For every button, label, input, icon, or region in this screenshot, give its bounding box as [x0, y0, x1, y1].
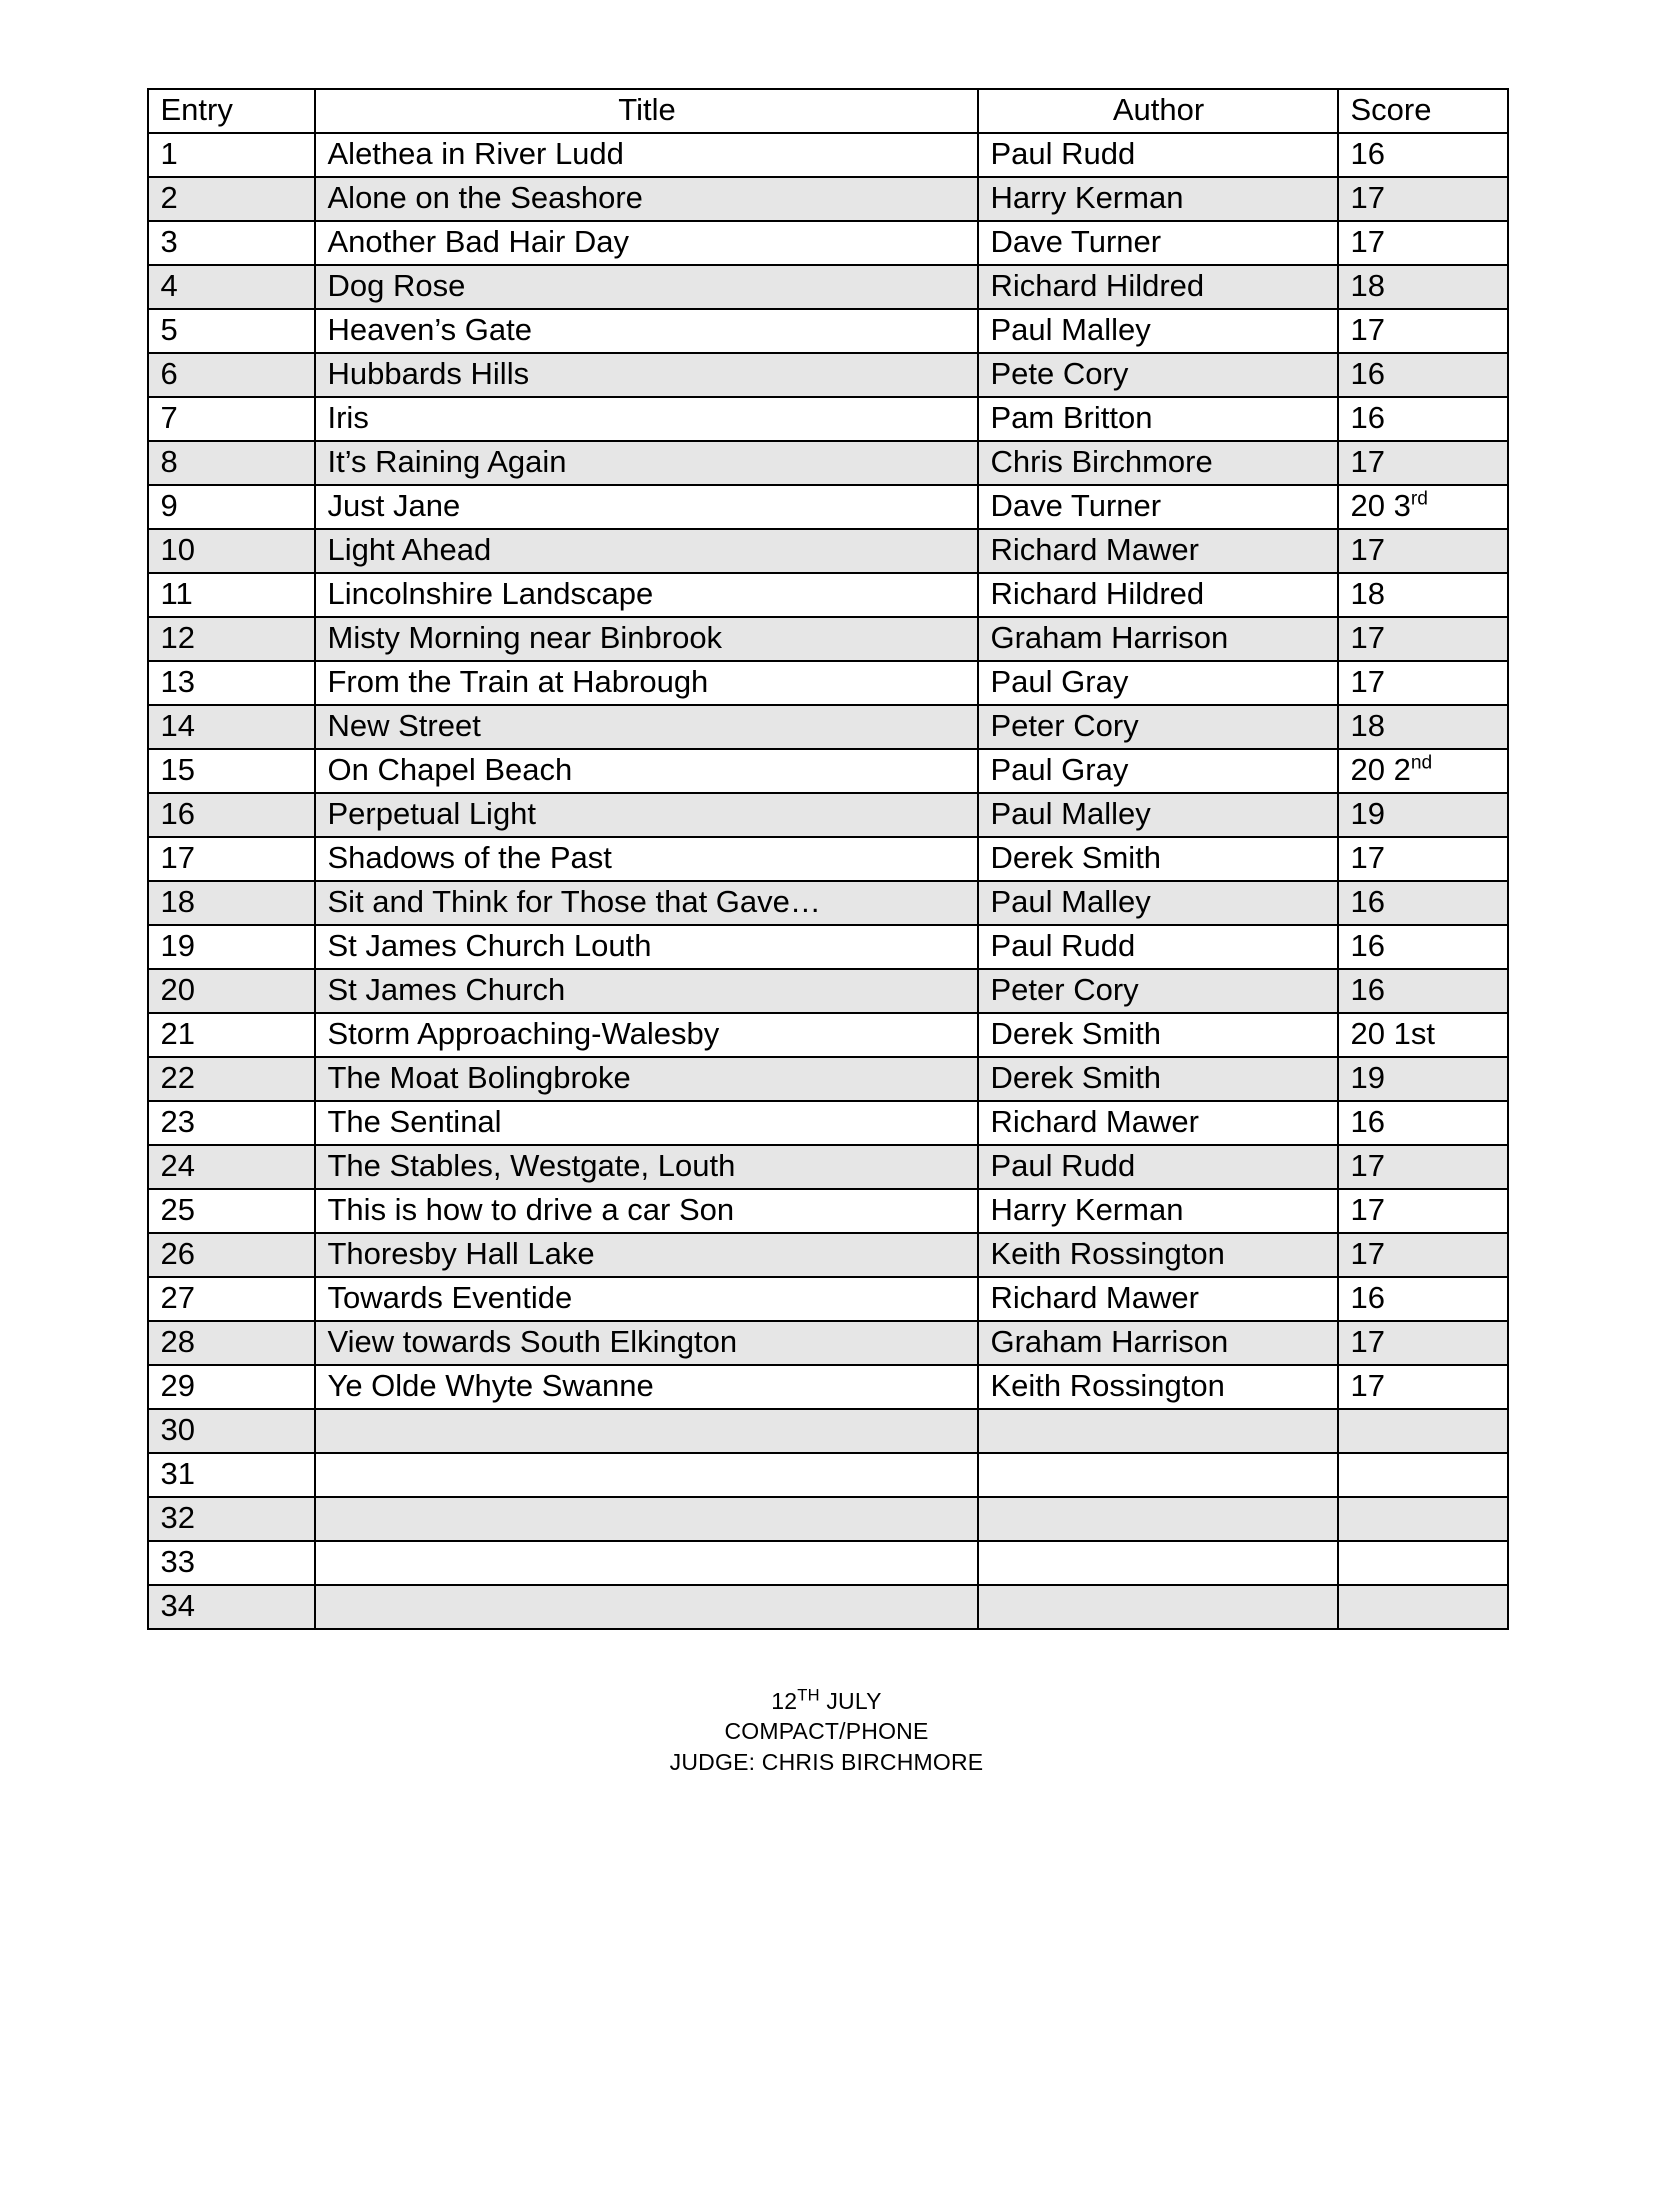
- score-value: 16: [1350, 884, 1385, 919]
- cell-title: [315, 1409, 978, 1453]
- cell-entry: 31: [148, 1453, 315, 1497]
- cell-score: [1338, 1101, 1508, 1145]
- footer-judge: JUDGE: CHRIS BIRCHMORE: [669, 1748, 984, 1775]
- score-value: 20 2: [1350, 752, 1411, 787]
- cell-score: [1338, 1277, 1508, 1321]
- score-value: 19: [1350, 796, 1385, 831]
- cell-title: [315, 1541, 978, 1585]
- cell-entry: 13: [148, 661, 315, 705]
- table-row: [148, 485, 1508, 529]
- cell-score: [1338, 529, 1508, 573]
- cell-entry: 11: [148, 573, 315, 617]
- cell-entry: 1: [148, 133, 315, 177]
- table-header: [148, 89, 1508, 133]
- cell-author: Pete Cory: [978, 353, 1338, 397]
- cell-entry: 6: [148, 353, 315, 397]
- cell-author: Derek Smith: [978, 1013, 1338, 1057]
- cell-entry: 20: [148, 969, 315, 1013]
- footer-date-line: [147, 1686, 1507, 1716]
- table-row: [148, 1321, 1508, 1365]
- cell-score: [1338, 573, 1508, 617]
- cell-score: [1338, 133, 1508, 177]
- cell-title: Perpetual Light: [315, 793, 978, 837]
- cell-author: [978, 1541, 1338, 1585]
- cell-title: St James Church: [315, 969, 978, 1013]
- cell-title: Alethea in River Ludd: [315, 133, 978, 177]
- cell-score: [1338, 485, 1508, 529]
- cell-score: [1338, 1145, 1508, 1189]
- cell-author: Paul Gray: [978, 661, 1338, 705]
- score-value: 17: [1350, 620, 1385, 655]
- cell-title: Sit and Think for Those that Gave…: [315, 881, 978, 925]
- cell-entry: 15: [148, 749, 315, 793]
- score-value: 18: [1350, 708, 1385, 743]
- cell-author: Derek Smith: [978, 1057, 1338, 1101]
- table-body: [148, 133, 1508, 1629]
- table-row: [148, 1497, 1508, 1541]
- cell-title: Misty Morning near Binbrook: [315, 617, 978, 661]
- score-value: 17: [1350, 532, 1385, 567]
- cell-score: [1338, 881, 1508, 925]
- cell-title: Shadows of the Past: [315, 837, 978, 881]
- table-row: [148, 397, 1508, 441]
- score-ordinal-suffix: rd: [1410, 488, 1428, 510]
- cell-author: Richard Hildred: [978, 573, 1338, 617]
- column-header-score: Score: [1338, 89, 1508, 133]
- table-row: [148, 221, 1508, 265]
- cell-title: Dog Rose: [315, 265, 978, 309]
- cell-author: Keith Rossington: [978, 1233, 1338, 1277]
- table-row: [148, 1453, 1508, 1497]
- cell-title: View towards South Elkington: [315, 1321, 978, 1365]
- column-header-author: Author: [978, 89, 1338, 133]
- cell-entry: 24: [148, 1145, 315, 1189]
- table-row: [148, 353, 1508, 397]
- column-header-title: Title: [315, 89, 978, 133]
- cell-author: Pam Britton: [978, 397, 1338, 441]
- cell-title: New Street: [315, 705, 978, 749]
- cell-title: It’s Raining Again: [315, 441, 978, 485]
- cell-entry: 30: [148, 1409, 315, 1453]
- table-row: [148, 1541, 1508, 1585]
- cell-entry: 23: [148, 1101, 315, 1145]
- table-row: [148, 1585, 1508, 1629]
- cell-title: Lincolnshire Landscape: [315, 573, 978, 617]
- cell-author: Paul Rudd: [978, 925, 1338, 969]
- cell-title: Alone on the Seashore: [315, 177, 978, 221]
- table-row: [148, 661, 1508, 705]
- cell-score: [1338, 1013, 1508, 1057]
- cell-title: Light Ahead: [315, 529, 978, 573]
- cell-author: Paul Rudd: [978, 133, 1338, 177]
- cell-score: [1338, 397, 1508, 441]
- footer-category: COMPACT/PHONE: [724, 1718, 929, 1745]
- cell-entry: 21: [148, 1013, 315, 1057]
- table-row: [148, 969, 1508, 1013]
- cell-score: [1338, 749, 1508, 793]
- cell-author: Paul Rudd: [978, 1145, 1338, 1189]
- cell-author: Richard Mawer: [978, 529, 1338, 573]
- score-value: 18: [1350, 268, 1385, 303]
- table-row: [148, 309, 1508, 353]
- cell-title: Hubbards Hills: [315, 353, 978, 397]
- cell-score: [1338, 353, 1508, 397]
- score-value: 17: [1350, 1192, 1385, 1227]
- cell-entry: 12: [148, 617, 315, 661]
- table-row: [148, 573, 1508, 617]
- table-row: [148, 1365, 1508, 1409]
- cell-score: [1338, 1453, 1508, 1497]
- score-value: 16: [1350, 136, 1385, 171]
- score-value: 20 1st: [1350, 1016, 1435, 1051]
- table-row: [148, 925, 1508, 969]
- column-header-entry: Entry: [148, 89, 315, 133]
- cell-entry: 2: [148, 177, 315, 221]
- cell-author: Chris Birchmore: [978, 441, 1338, 485]
- score-value: 16: [1350, 972, 1385, 1007]
- table-row: [148, 617, 1508, 661]
- table-row: [148, 1189, 1508, 1233]
- footer-date-ordinal-suffix: TH: [797, 1685, 820, 1705]
- cell-score: [1338, 1409, 1508, 1453]
- cell-entry: 33: [148, 1541, 315, 1585]
- cell-entry: 29: [148, 1365, 315, 1409]
- cell-score: [1338, 1585, 1508, 1629]
- cell-author: [978, 1453, 1338, 1497]
- cell-title: The Sentinal: [315, 1101, 978, 1145]
- cell-entry: 25: [148, 1189, 315, 1233]
- table-row: [148, 793, 1508, 837]
- cell-score: [1338, 969, 1508, 1013]
- table-row: [148, 1145, 1508, 1189]
- cell-score: [1338, 177, 1508, 221]
- table-row: [148, 1277, 1508, 1321]
- cell-score: [1338, 617, 1508, 661]
- score-value: 17: [1350, 1236, 1385, 1271]
- score-value: 17: [1350, 1324, 1385, 1359]
- score-value: 17: [1350, 664, 1385, 699]
- cell-entry: 32: [148, 1497, 315, 1541]
- cell-author: [978, 1585, 1338, 1629]
- cell-author: Keith Rossington: [978, 1365, 1338, 1409]
- cell-title: Another Bad Hair Day: [315, 221, 978, 265]
- cell-entry: 27: [148, 1277, 315, 1321]
- cell-score: [1338, 1365, 1508, 1409]
- cell-score: [1338, 309, 1508, 353]
- score-value: 17: [1350, 180, 1385, 215]
- cell-author: Paul Malley: [978, 309, 1338, 353]
- table-row: [148, 133, 1508, 177]
- score-ordinal-suffix: nd: [1410, 752, 1433, 774]
- score-value: 17: [1350, 1148, 1385, 1183]
- score-value: 20 3: [1350, 488, 1411, 523]
- cell-score: [1338, 793, 1508, 837]
- cell-entry: 3: [148, 221, 315, 265]
- cell-author: Paul Gray: [978, 749, 1338, 793]
- cell-entry: 8: [148, 441, 315, 485]
- cell-author: Richard Hildred: [978, 265, 1338, 309]
- table-row: [148, 1409, 1508, 1453]
- cell-title: Heaven’s Gate: [315, 309, 978, 353]
- cell-entry: 18: [148, 881, 315, 925]
- score-value: 16: [1350, 400, 1385, 435]
- document-footer: [147, 1686, 1507, 1777]
- cell-score: [1338, 661, 1508, 705]
- table-row: [148, 1101, 1508, 1145]
- score-value: 16: [1350, 356, 1385, 391]
- cell-author: Dave Turner: [978, 485, 1338, 529]
- cell-title: Thoresby Hall Lake: [315, 1233, 978, 1277]
- cell-author: Graham Harrison: [978, 1321, 1338, 1365]
- cell-entry: 26: [148, 1233, 315, 1277]
- table-row: [148, 1057, 1508, 1101]
- cell-author: Harry Kerman: [978, 177, 1338, 221]
- cell-author: Dave Turner: [978, 221, 1338, 265]
- cell-score: [1338, 1189, 1508, 1233]
- cell-score: [1338, 1057, 1508, 1101]
- footer-date-month: JULY: [819, 1688, 882, 1714]
- cell-score: [1338, 1541, 1508, 1585]
- cell-title: The Stables, Westgate, Louth: [315, 1145, 978, 1189]
- cell-title: St James Church Louth: [315, 925, 978, 969]
- cell-score: [1338, 925, 1508, 969]
- table-row: [148, 837, 1508, 881]
- table-header-row: [148, 89, 1508, 133]
- footer-date-number: 12: [771, 1688, 798, 1714]
- cell-entry: 10: [148, 529, 315, 573]
- cell-author: Paul Malley: [978, 793, 1338, 837]
- cell-title: [315, 1497, 978, 1541]
- table-row: [148, 1013, 1508, 1057]
- table-row: [148, 705, 1508, 749]
- cell-entry: 16: [148, 793, 315, 837]
- table-row: [148, 881, 1508, 925]
- cell-author: Richard Mawer: [978, 1101, 1338, 1145]
- cell-entry: 28: [148, 1321, 315, 1365]
- table-row: [148, 177, 1508, 221]
- cell-entry: 19: [148, 925, 315, 969]
- cell-author: Paul Malley: [978, 881, 1338, 925]
- cell-title: From the Train at Habrough: [315, 661, 978, 705]
- cell-entry: 17: [148, 837, 315, 881]
- score-value: 17: [1350, 224, 1385, 259]
- table-row: [148, 529, 1508, 573]
- cell-entry: 5: [148, 309, 315, 353]
- cell-author: Harry Kerman: [978, 1189, 1338, 1233]
- results-table-container: [147, 88, 1507, 1630]
- table-row: [148, 1233, 1508, 1277]
- score-value: 17: [1350, 312, 1385, 347]
- cell-score: [1338, 441, 1508, 485]
- cell-author: Richard Mawer: [978, 1277, 1338, 1321]
- cell-entry: 7: [148, 397, 315, 441]
- cell-title: The Moat Bolingbroke: [315, 1057, 978, 1101]
- score-value: 17: [1350, 1368, 1385, 1403]
- table-row: [148, 265, 1508, 309]
- cell-author: [978, 1409, 1338, 1453]
- score-value: 17: [1350, 444, 1385, 479]
- cell-score: [1338, 265, 1508, 309]
- cell-title: Ye Olde Whyte Swanne: [315, 1365, 978, 1409]
- cell-title: [315, 1585, 978, 1629]
- cell-entry: 34: [148, 1585, 315, 1629]
- table-row: [148, 749, 1508, 793]
- cell-title: This is how to drive a car Son: [315, 1189, 978, 1233]
- cell-title: Storm Approaching-Walesby: [315, 1013, 978, 1057]
- cell-entry: 9: [148, 485, 315, 529]
- cell-author: Graham Harrison: [978, 617, 1338, 661]
- cell-score: [1338, 1233, 1508, 1277]
- cell-score: [1338, 1497, 1508, 1541]
- cell-score: [1338, 221, 1508, 265]
- score-value: 16: [1350, 1280, 1385, 1315]
- cell-entry: 4: [148, 265, 315, 309]
- cell-author: [978, 1497, 1338, 1541]
- cell-author: Derek Smith: [978, 837, 1338, 881]
- cell-score: [1338, 837, 1508, 881]
- cell-entry: 22: [148, 1057, 315, 1101]
- cell-entry: 14: [148, 705, 315, 749]
- cell-title: [315, 1453, 978, 1497]
- cell-title: Iris: [315, 397, 978, 441]
- cell-author: Peter Cory: [978, 705, 1338, 749]
- score-value: 17: [1350, 840, 1385, 875]
- score-value: 16: [1350, 928, 1385, 963]
- cell-title: Towards Eventide: [315, 1277, 978, 1321]
- score-value: 18: [1350, 576, 1385, 611]
- cell-author: Peter Cory: [978, 969, 1338, 1013]
- cell-score: [1338, 1321, 1508, 1365]
- cell-score: [1338, 705, 1508, 749]
- table-row: [148, 441, 1508, 485]
- score-value: 19: [1350, 1060, 1385, 1095]
- cell-title: Just Jane: [315, 485, 978, 529]
- cell-title: On Chapel Beach: [315, 749, 978, 793]
- score-value: 16: [1350, 1104, 1385, 1139]
- results-table: [147, 88, 1509, 1630]
